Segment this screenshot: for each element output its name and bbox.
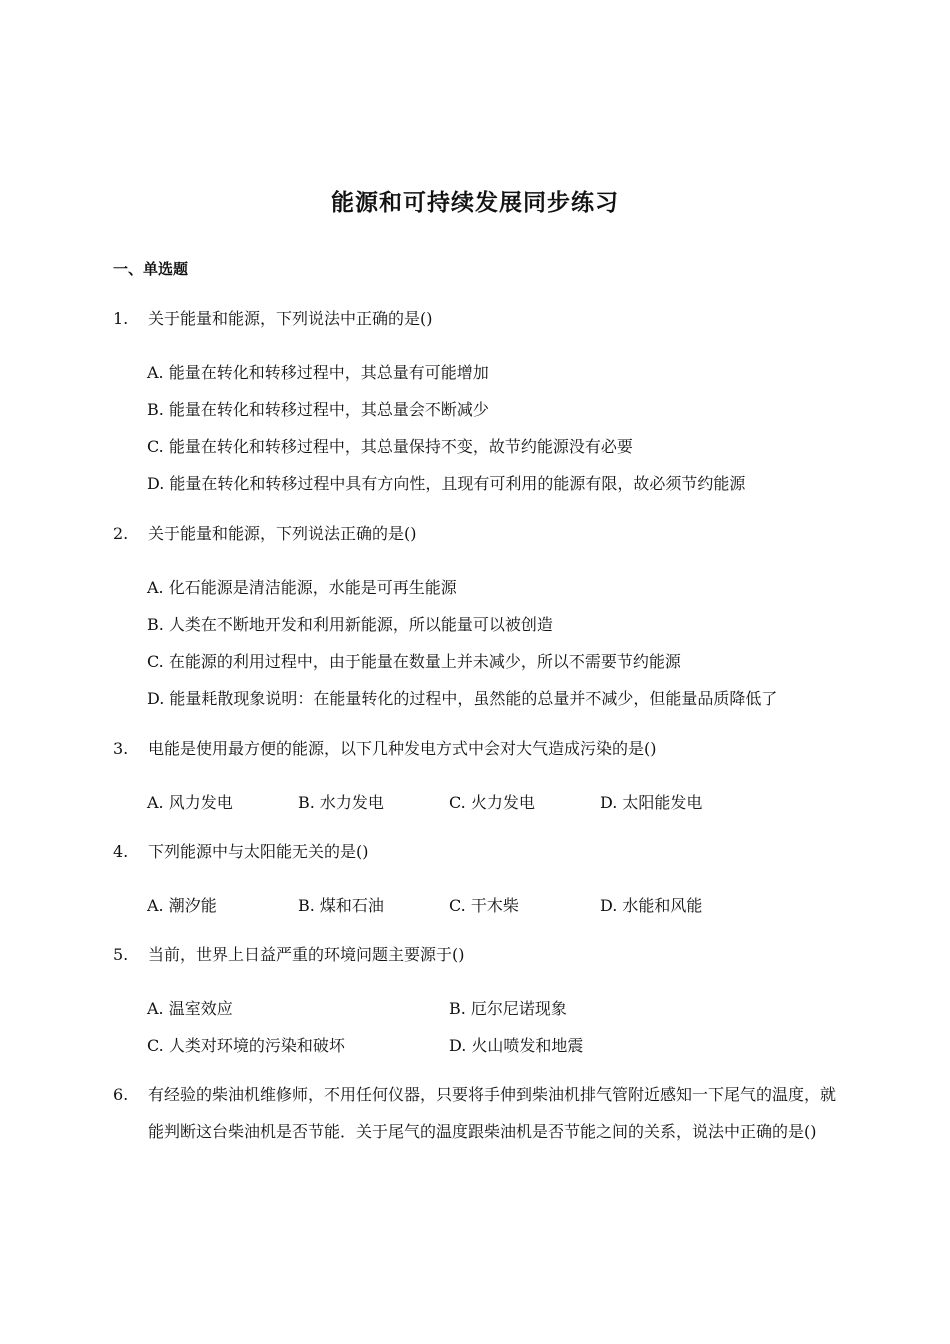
question-text: 电能是使用最方便的能源，以下几种发电方式中会对大气造成污染的是() bbox=[148, 739, 657, 758]
option-4a[interactable]: A. 潮汐能 bbox=[147, 896, 217, 915]
option-5c[interactable]: C. 人类对环境的污染和破坏 bbox=[147, 1036, 345, 1055]
option-5a[interactable]: A. 温室效应 bbox=[147, 999, 233, 1018]
question-text: 有经验的柴油机维修师，不用任何仪器，只要将手伸到柴油机排气管附近感知一下尾气的温度，就能判断这台柴油机是否节能．关于尾气的温度跟柴油机是否节能之间的关系，说法中正确的是() bbox=[148, 1085, 837, 1141]
option-1b[interactable]: B. 能量在转化和转移过程中，其总量会不断减少 bbox=[147, 400, 489, 419]
question-number: 1. bbox=[113, 309, 129, 328]
option-3d[interactable]: D. 太阳能发电 bbox=[600, 793, 703, 812]
section-heading: 一、单选题 bbox=[113, 260, 189, 278]
option-1d[interactable]: D. 能量在转化和转移过程中具有方向性，且现有可利用的能源有限，故必须节约能源 bbox=[147, 474, 746, 493]
option-4b[interactable]: B. 煤和石油 bbox=[298, 896, 384, 915]
question-4 bbox=[113, 833, 853, 870]
question-number: 3. bbox=[113, 739, 129, 758]
question-6 bbox=[113, 1076, 848, 1150]
option-2a[interactable]: A. 化石能源是清洁能源，水能是可再生能源 bbox=[147, 578, 457, 597]
question-2 bbox=[113, 515, 853, 552]
question-text: 关于能量和能源，下列说法中正确的是() bbox=[148, 309, 433, 328]
option-3c[interactable]: C. 火力发电 bbox=[449, 793, 535, 812]
option-3a[interactable]: A. 风力发电 bbox=[147, 793, 233, 812]
option-2b[interactable]: B. 人类在不断地开发和利用新能源，所以能量可以被创造 bbox=[147, 615, 553, 634]
question-number: 6. bbox=[113, 1085, 129, 1104]
option-1c[interactable]: C. 能量在转化和转移过程中，其总量保持不变，故节约能源没有必要 bbox=[147, 437, 633, 456]
option-2d[interactable]: D. 能量耗散现象说明：在能量转化的过程中，虽然能的总量并不减少，但能量品质降低了 bbox=[147, 689, 778, 708]
question-text: 当前，世界上日益严重的环境问题主要源于() bbox=[148, 945, 465, 964]
question-1 bbox=[113, 300, 853, 337]
option-5d[interactable]: D. 火山喷发和地震 bbox=[449, 1036, 584, 1055]
option-4d[interactable]: D. 水能和风能 bbox=[600, 896, 703, 915]
question-number: 4. bbox=[113, 842, 129, 861]
option-5b[interactable]: B. 厄尔尼诺现象 bbox=[449, 999, 567, 1018]
question-3 bbox=[113, 730, 853, 767]
option-3b[interactable]: B. 水力发电 bbox=[298, 793, 384, 812]
question-text: 下列能源中与太阳能无关的是() bbox=[148, 842, 369, 861]
question-text: 关于能量和能源，下列说法正确的是() bbox=[148, 524, 417, 543]
option-4c[interactable]: C. 干木柴 bbox=[449, 896, 519, 915]
question-number: 5. bbox=[113, 945, 129, 964]
page-title: 能源和可持续发展同步练习 bbox=[331, 190, 619, 216]
option-1a[interactable]: A. 能量在转化和转移过程中，其总量有可能增加 bbox=[147, 363, 489, 382]
question-5 bbox=[113, 936, 853, 973]
question-number: 2. bbox=[113, 524, 129, 543]
option-2c[interactable]: C. 在能源的利用过程中，由于能量在数量上并未减少，所以不需要节约能源 bbox=[147, 652, 681, 671]
